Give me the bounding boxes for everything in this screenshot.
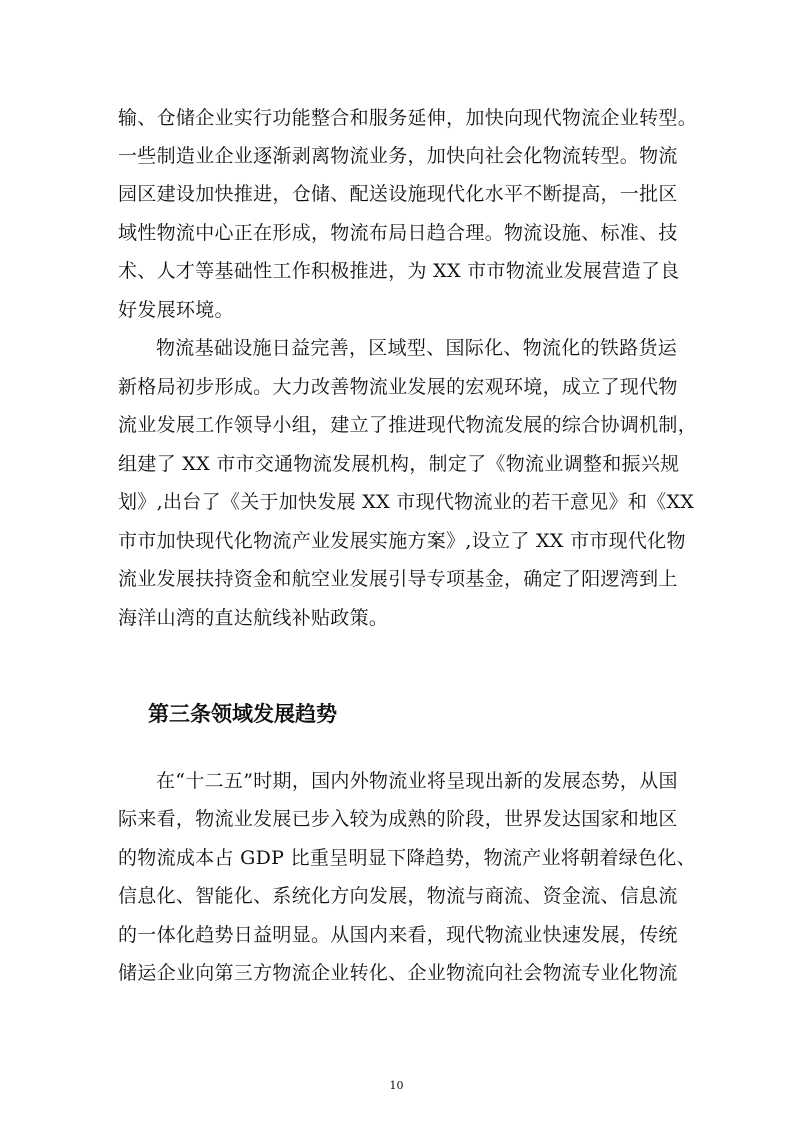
paragraph-1-line-1: 输、仓储企业实行功能整合和服务延伸，加快向现代物流企业转型。: [118, 107, 698, 129]
paragraph-2-line-2: 新格局初步形成。大力改善物流业发展的宏观环境，成立了现代物: [118, 376, 678, 398]
paragraph-3-line-4: 信息化、智能化、系统化方向发展，物流与商流、资金流、信息流: [118, 885, 678, 907]
paragraph-3-line-5: 的一体化趋势日益明显。从国内来看，现代物流业快速发展，传统: [118, 924, 678, 946]
paragraph-3-line-3: 的物流成本占 GDP 比重呈明显下降趋势，物流产业将朝着绿色化、: [118, 847, 696, 869]
paragraph-1-line-4: 域性物流中心正在形成，物流布局日趋合理。物流设施、标准、技: [118, 222, 678, 244]
page-number: 10: [389, 1079, 404, 1092]
paragraph-2-line-7: 流业发展扶持资金和航空业发展引导专项基金，确定了阳逻湾到上: [118, 568, 678, 590]
paragraph-1-line-3: 园区建设加快推进，仓储、配送设施现代化水平不断提高，一批区: [118, 183, 678, 205]
paragraph-2-line-8: 海洋山湾的直达航线补贴政策。: [118, 607, 389, 629]
paragraph-1-line-2: 一些制造业企业逐渐剥离物流业务，加快向社会化物流转型。物流: [118, 145, 678, 167]
paragraph-2-line-6: 市市加快现代化物流产业发展实施方案》,设立了 XX 市市现代化物: [118, 530, 686, 552]
paragraph-1-line-6: 好发展环境。: [118, 299, 234, 321]
paragraph-2-line-4: 组建了 XX 市市交通物流发展机构，制定了《物流业调整和振兴规: [118, 453, 680, 475]
paragraph-2-line-3: 流业发展工作领导小组，建立了推进现代物流发展的综合协调机制，: [118, 414, 698, 436]
paragraph-2-line-5: 划》,出台了《关于加快发展 XX 市现代物流业的若干意见》和《XX: [118, 491, 695, 513]
paragraph-3-line-2: 际来看，物流业发展已步入较为成熟的阶段，世界发达国家和地区: [118, 808, 678, 830]
paragraph-3-line-6: 储运企业向第三方物流企业转化、企业物流向社会物流专业化物流: [118, 962, 678, 984]
paragraph-2-line-1: 物流基础设施日益完善，区域型、国际化、物流化的铁路货运: [156, 337, 678, 359]
section-heading: 第三条领域发展趋势: [148, 702, 337, 726]
paragraph-1-line-5: 术、人才等基础性工作积极推进，为 XX 市市物流业发展营造了良: [118, 260, 680, 282]
paragraph-3-line-1: 在“十二五”时期，国内外物流业将呈现出新的发展态势，从国: [156, 770, 678, 792]
